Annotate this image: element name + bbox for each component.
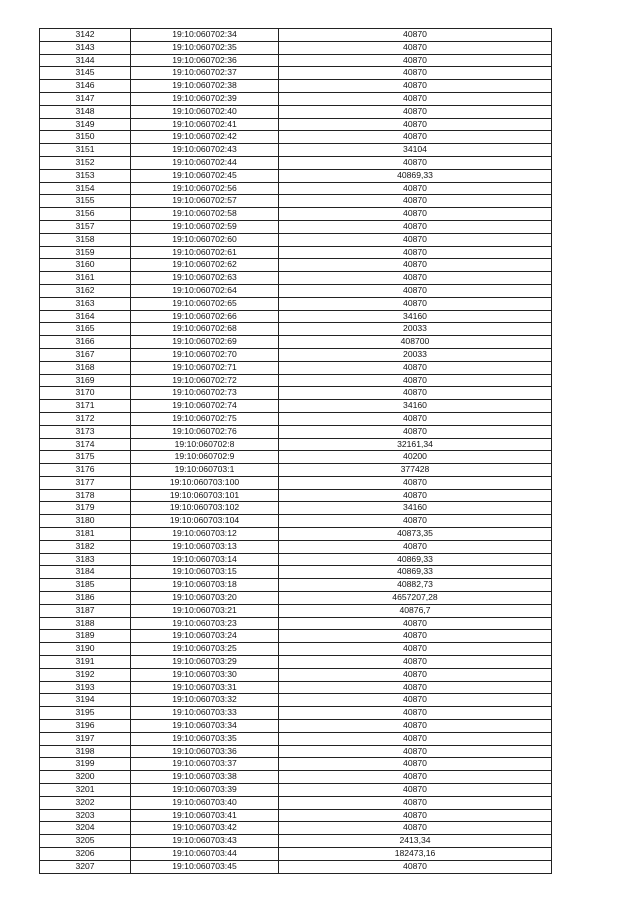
cadastral-number-cell: 19:10:060702:36 xyxy=(131,54,279,67)
cadastral-number-cell: 19:10:060703:38 xyxy=(131,771,279,784)
row-number-cell: 3168 xyxy=(40,361,131,374)
value-cell: 40870 xyxy=(279,515,552,528)
cadastral-number-cell: 19:10:060702:38 xyxy=(131,80,279,93)
table-row xyxy=(40,732,552,745)
cadastral-number-cell: 19:10:060702:60 xyxy=(131,233,279,246)
row-number-cell: 3207 xyxy=(40,860,131,873)
row-number-cell: 3187 xyxy=(40,604,131,617)
cadastral-number-cell: 19:10:060702:58 xyxy=(131,208,279,221)
value-cell: 40870 xyxy=(279,656,552,669)
row-number-cell: 3172 xyxy=(40,412,131,425)
cadastral-number-cell: 19:10:060703:29 xyxy=(131,656,279,669)
table-row xyxy=(40,156,552,169)
row-number-cell: 3204 xyxy=(40,822,131,835)
table-row xyxy=(40,592,552,605)
table-row xyxy=(40,553,552,566)
value-cell: 40870 xyxy=(279,643,552,656)
table-row xyxy=(40,668,552,681)
value-cell: 40870 xyxy=(279,195,552,208)
cadastral-number-cell: 19:10:060702:63 xyxy=(131,272,279,285)
value-cell: 40870 xyxy=(279,860,552,873)
row-number-cell: 3147 xyxy=(40,92,131,105)
table-row xyxy=(40,310,552,323)
table-row xyxy=(40,579,552,592)
cadastral-number-cell: 19:10:060703:36 xyxy=(131,745,279,758)
cadastral-number-cell: 19:10:060702:73 xyxy=(131,387,279,400)
row-number-cell: 3146 xyxy=(40,80,131,93)
table-row xyxy=(40,400,552,413)
table-row xyxy=(40,387,552,400)
row-number-cell: 3196 xyxy=(40,720,131,733)
table-row xyxy=(40,720,552,733)
value-cell: 40869,33 xyxy=(279,169,552,182)
table-row xyxy=(40,41,552,54)
row-number-cell: 3197 xyxy=(40,732,131,745)
value-cell: 40870 xyxy=(279,233,552,246)
value-cell: 40200 xyxy=(279,451,552,464)
table-row xyxy=(40,323,552,336)
cadastral-number-cell: 19:10:060702:37 xyxy=(131,67,279,80)
value-cell: 377428 xyxy=(279,464,552,477)
value-cell: 40870 xyxy=(279,29,552,42)
cadastral-number-cell: 19:10:060703:37 xyxy=(131,758,279,771)
row-number-cell: 3169 xyxy=(40,374,131,387)
row-number-cell: 3166 xyxy=(40,336,131,349)
row-number-cell: 3202 xyxy=(40,796,131,809)
cadastral-number-cell: 19:10:060703:21 xyxy=(131,604,279,617)
value-cell: 40870 xyxy=(279,118,552,131)
cadastral-number-cell: 19:10:060702:69 xyxy=(131,336,279,349)
table-row xyxy=(40,707,552,720)
row-number-cell: 3160 xyxy=(40,259,131,272)
cadastral-number-cell: 19:10:060703:102 xyxy=(131,502,279,515)
cadastral-number-cell: 19:10:060703:101 xyxy=(131,489,279,502)
cadastral-number-cell: 19:10:060702:70 xyxy=(131,348,279,361)
row-number-cell: 3144 xyxy=(40,54,131,67)
value-cell: 34104 xyxy=(279,144,552,157)
row-number-cell: 3176 xyxy=(40,464,131,477)
row-number-cell: 3195 xyxy=(40,707,131,720)
value-cell: 40870 xyxy=(279,220,552,233)
cadastral-number-cell: 19:10:060702:68 xyxy=(131,323,279,336)
table-row xyxy=(40,809,552,822)
table-row xyxy=(40,796,552,809)
value-cell: 40873,35 xyxy=(279,528,552,541)
table-row xyxy=(40,502,552,515)
value-cell: 40869,33 xyxy=(279,553,552,566)
table-row xyxy=(40,835,552,848)
value-cell: 34160 xyxy=(279,502,552,515)
row-number-cell: 3185 xyxy=(40,579,131,592)
cadastral-number-cell: 19:10:060702:65 xyxy=(131,297,279,310)
value-cell: 40870 xyxy=(279,208,552,221)
cadastral-number-cell: 19:10:060703:42 xyxy=(131,822,279,835)
cadastral-number-cell: 19:10:060703:41 xyxy=(131,809,279,822)
value-cell: 40870 xyxy=(279,796,552,809)
value-cell: 40870 xyxy=(279,822,552,835)
cadastral-number-cell: 19:10:060703:33 xyxy=(131,707,279,720)
value-cell: 40870 xyxy=(279,131,552,144)
document-page xyxy=(39,28,551,874)
row-number-cell: 3143 xyxy=(40,41,131,54)
row-number-cell: 3155 xyxy=(40,195,131,208)
value-cell: 40870 xyxy=(279,41,552,54)
value-cell: 40870 xyxy=(279,387,552,400)
row-number-cell: 3170 xyxy=(40,387,131,400)
row-number-cell: 3165 xyxy=(40,323,131,336)
table-row xyxy=(40,540,552,553)
row-number-cell: 3189 xyxy=(40,630,131,643)
value-cell: 40870 xyxy=(279,182,552,195)
value-cell: 20033 xyxy=(279,323,552,336)
table-row xyxy=(40,246,552,259)
value-cell: 40870 xyxy=(279,771,552,784)
cadastral-number-cell: 19:10:060703:45 xyxy=(131,860,279,873)
value-cell: 40882,73 xyxy=(279,579,552,592)
table-row xyxy=(40,476,552,489)
cadastral-number-cell: 19:10:060703:13 xyxy=(131,540,279,553)
cadastral-number-cell: 19:10:060703:35 xyxy=(131,732,279,745)
cadastral-number-cell: 19:10:060703:34 xyxy=(131,720,279,733)
value-cell: 40870 xyxy=(279,297,552,310)
cadastral-number-cell: 19:10:060703:32 xyxy=(131,694,279,707)
value-cell: 40870 xyxy=(279,745,552,758)
value-cell: 40869,33 xyxy=(279,566,552,579)
table-row xyxy=(40,528,552,541)
value-cell: 40870 xyxy=(279,374,552,387)
table-row xyxy=(40,758,552,771)
value-cell: 40870 xyxy=(279,540,552,553)
value-cell: 40870 xyxy=(279,259,552,272)
cadastral-number-cell: 19:10:060702:35 xyxy=(131,41,279,54)
table-row xyxy=(40,515,552,528)
table-row xyxy=(40,681,552,694)
table-row xyxy=(40,566,552,579)
table-row xyxy=(40,80,552,93)
value-cell: 40870 xyxy=(279,489,552,502)
table-row xyxy=(40,694,552,707)
row-number-cell: 3200 xyxy=(40,771,131,784)
row-number-cell: 3188 xyxy=(40,617,131,630)
table-row xyxy=(40,208,552,221)
cadastral-number-cell: 19:10:060703:14 xyxy=(131,553,279,566)
table-row xyxy=(40,438,552,451)
table-row xyxy=(40,92,552,105)
table-row xyxy=(40,617,552,630)
cadastral-number-cell: 19:10:060702:66 xyxy=(131,310,279,323)
cadastral-number-cell: 19:10:060702:43 xyxy=(131,144,279,157)
row-number-cell: 3142 xyxy=(40,29,131,42)
row-number-cell: 3190 xyxy=(40,643,131,656)
table-row xyxy=(40,169,552,182)
row-number-cell: 3179 xyxy=(40,502,131,515)
cadastral-number-cell: 19:10:060702:62 xyxy=(131,259,279,272)
row-number-cell: 3149 xyxy=(40,118,131,131)
cadastral-number-cell: 19:10:060702:56 xyxy=(131,182,279,195)
row-number-cell: 3194 xyxy=(40,694,131,707)
cadastral-number-cell: 19:10:060703:100 xyxy=(131,476,279,489)
row-number-cell: 3157 xyxy=(40,220,131,233)
row-number-cell: 3205 xyxy=(40,835,131,848)
table-row xyxy=(40,464,552,477)
cadastral-number-cell: 19:10:060703:30 xyxy=(131,668,279,681)
table-row xyxy=(40,182,552,195)
value-cell: 40870 xyxy=(279,809,552,822)
cadastral-number-cell: 19:10:060703:23 xyxy=(131,617,279,630)
value-cell: 2413,34 xyxy=(279,835,552,848)
table-row xyxy=(40,297,552,310)
value-cell: 40870 xyxy=(279,67,552,80)
row-number-cell: 3174 xyxy=(40,438,131,451)
table-row xyxy=(40,630,552,643)
cadastral-number-cell: 19:10:060703:24 xyxy=(131,630,279,643)
row-number-cell: 3186 xyxy=(40,592,131,605)
cadastral-number-cell: 19:10:060702:72 xyxy=(131,374,279,387)
row-number-cell: 3148 xyxy=(40,105,131,118)
cadastral-number-cell: 19:10:060703:40 xyxy=(131,796,279,809)
table-row xyxy=(40,272,552,285)
value-cell: 40870 xyxy=(279,361,552,374)
value-cell: 40870 xyxy=(279,668,552,681)
cadastral-number-cell: 19:10:060702:39 xyxy=(131,92,279,105)
table-row xyxy=(40,784,552,797)
cadastral-number-cell: 19:10:060703:104 xyxy=(131,515,279,528)
value-cell: 32161,34 xyxy=(279,438,552,451)
table-row xyxy=(40,348,552,361)
value-cell: 40870 xyxy=(279,156,552,169)
cadastral-number-cell: 19:10:060702:76 xyxy=(131,425,279,438)
table-row xyxy=(40,131,552,144)
value-cell: 182473,16 xyxy=(279,848,552,861)
row-number-cell: 3167 xyxy=(40,348,131,361)
cadastral-number-cell: 19:10:060703:15 xyxy=(131,566,279,579)
row-number-cell: 3180 xyxy=(40,515,131,528)
value-cell: 34160 xyxy=(279,400,552,413)
value-cell: 40870 xyxy=(279,105,552,118)
value-cell: 40870 xyxy=(279,272,552,285)
table-row xyxy=(40,361,552,374)
cadastral-number-cell: 19:10:060702:41 xyxy=(131,118,279,131)
table-row xyxy=(40,220,552,233)
row-number-cell: 3173 xyxy=(40,425,131,438)
value-cell: 40870 xyxy=(279,707,552,720)
row-number-cell: 3184 xyxy=(40,566,131,579)
row-number-cell: 3199 xyxy=(40,758,131,771)
cadastral-number-cell: 19:10:060702:8 xyxy=(131,438,279,451)
table-row xyxy=(40,233,552,246)
value-cell: 408700 xyxy=(279,336,552,349)
cadastral-number-cell: 19:10:060703:31 xyxy=(131,681,279,694)
table-row xyxy=(40,604,552,617)
value-cell: 40870 xyxy=(279,476,552,489)
cadastral-number-cell: 19:10:060703:20 xyxy=(131,592,279,605)
table-body xyxy=(40,29,552,874)
value-cell: 40870 xyxy=(279,80,552,93)
cadastral-number-cell: 19:10:060702:74 xyxy=(131,400,279,413)
row-number-cell: 3175 xyxy=(40,451,131,464)
row-number-cell: 3203 xyxy=(40,809,131,822)
cadastral-number-cell: 19:10:060703:18 xyxy=(131,579,279,592)
row-number-cell: 3161 xyxy=(40,272,131,285)
value-cell: 4657207,28 xyxy=(279,592,552,605)
value-cell: 40870 xyxy=(279,720,552,733)
row-number-cell: 3171 xyxy=(40,400,131,413)
value-cell: 40870 xyxy=(279,246,552,259)
table-row xyxy=(40,259,552,272)
row-number-cell: 3192 xyxy=(40,668,131,681)
table-row xyxy=(40,144,552,157)
row-number-cell: 3159 xyxy=(40,246,131,259)
row-number-cell: 3152 xyxy=(40,156,131,169)
cadastral-number-cell: 19:10:060702:34 xyxy=(131,29,279,42)
value-cell: 34160 xyxy=(279,310,552,323)
value-cell: 40870 xyxy=(279,681,552,694)
value-cell: 40870 xyxy=(279,92,552,105)
value-cell: 40876,7 xyxy=(279,604,552,617)
row-number-cell: 3177 xyxy=(40,476,131,489)
table-row xyxy=(40,822,552,835)
row-number-cell: 3178 xyxy=(40,489,131,502)
table-row xyxy=(40,656,552,669)
cadastral-number-cell: 19:10:060703:1 xyxy=(131,464,279,477)
cadastral-number-cell: 19:10:060702:42 xyxy=(131,131,279,144)
row-number-cell: 3156 xyxy=(40,208,131,221)
cadastral-number-cell: 19:10:060703:25 xyxy=(131,643,279,656)
cadastral-number-cell: 19:10:060702:40 xyxy=(131,105,279,118)
value-cell: 40870 xyxy=(279,617,552,630)
row-number-cell: 3164 xyxy=(40,310,131,323)
cadastral-number-cell: 19:10:060702:71 xyxy=(131,361,279,374)
row-number-cell: 3191 xyxy=(40,656,131,669)
table-row xyxy=(40,412,552,425)
table-row xyxy=(40,336,552,349)
value-cell: 40870 xyxy=(279,732,552,745)
table-row xyxy=(40,643,552,656)
row-number-cell: 3154 xyxy=(40,182,131,195)
value-cell: 40870 xyxy=(279,425,552,438)
value-cell: 40870 xyxy=(279,54,552,67)
table-row xyxy=(40,425,552,438)
row-number-cell: 3201 xyxy=(40,784,131,797)
row-number-cell: 3150 xyxy=(40,131,131,144)
row-number-cell: 3153 xyxy=(40,169,131,182)
value-cell: 40870 xyxy=(279,284,552,297)
value-cell: 40870 xyxy=(279,412,552,425)
table-row xyxy=(40,848,552,861)
cadastral-number-cell: 19:10:060702:9 xyxy=(131,451,279,464)
value-cell: 20033 xyxy=(279,348,552,361)
cadastral-number-cell: 19:10:060703:39 xyxy=(131,784,279,797)
cadastral-number-cell: 19:10:060702:59 xyxy=(131,220,279,233)
table-row xyxy=(40,374,552,387)
row-number-cell: 3206 xyxy=(40,848,131,861)
table-row xyxy=(40,771,552,784)
cadastral-value-table xyxy=(39,28,552,874)
table-row xyxy=(40,105,552,118)
row-number-cell: 3193 xyxy=(40,681,131,694)
table-row xyxy=(40,29,552,42)
value-cell: 40870 xyxy=(279,784,552,797)
cadastral-number-cell: 19:10:060702:75 xyxy=(131,412,279,425)
row-number-cell: 3181 xyxy=(40,528,131,541)
table-row xyxy=(40,54,552,67)
cadastral-number-cell: 19:10:060702:64 xyxy=(131,284,279,297)
row-number-cell: 3158 xyxy=(40,233,131,246)
table-row xyxy=(40,67,552,80)
value-cell: 40870 xyxy=(279,694,552,707)
cadastral-number-cell: 19:10:060702:61 xyxy=(131,246,279,259)
table-row xyxy=(40,118,552,131)
value-cell: 40870 xyxy=(279,758,552,771)
table-row xyxy=(40,745,552,758)
row-number-cell: 3182 xyxy=(40,540,131,553)
table-row xyxy=(40,284,552,297)
cadastral-number-cell: 19:10:060703:12 xyxy=(131,528,279,541)
table-row xyxy=(40,489,552,502)
row-number-cell: 3183 xyxy=(40,553,131,566)
row-number-cell: 3163 xyxy=(40,297,131,310)
cadastral-number-cell: 19:10:060702:45 xyxy=(131,169,279,182)
cadastral-number-cell: 19:10:060703:44 xyxy=(131,848,279,861)
table-row xyxy=(40,195,552,208)
table-row xyxy=(40,860,552,873)
table-row xyxy=(40,451,552,464)
cadastral-number-cell: 19:10:060702:44 xyxy=(131,156,279,169)
cadastral-number-cell: 19:10:060702:57 xyxy=(131,195,279,208)
row-number-cell: 3151 xyxy=(40,144,131,157)
cadastral-number-cell: 19:10:060703:43 xyxy=(131,835,279,848)
row-number-cell: 3198 xyxy=(40,745,131,758)
row-number-cell: 3145 xyxy=(40,67,131,80)
row-number-cell: 3162 xyxy=(40,284,131,297)
value-cell: 40870 xyxy=(279,630,552,643)
